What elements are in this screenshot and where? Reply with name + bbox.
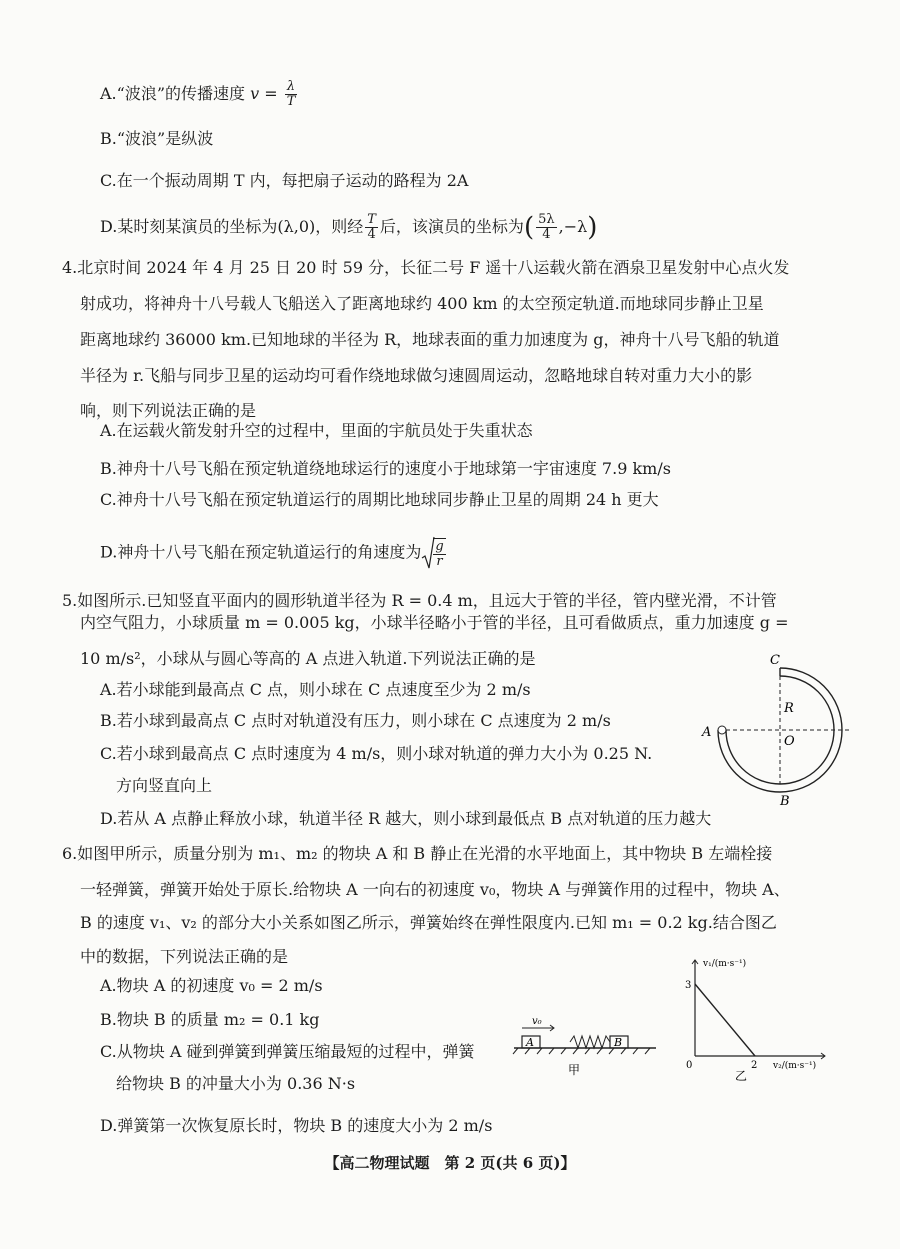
q4-stem-line-5: 响，则下列说法正确的是	[80, 401, 257, 420]
label-r: R	[784, 701, 794, 716]
hatch-mark	[549, 1048, 554, 1054]
q4-option-c: C.神舟十八号飞船在预定轨道运行的周期比地球同步静止卫星的周期 24 h 更大	[100, 490, 659, 509]
hatch-mark	[597, 1048, 602, 1054]
circular-track-figure	[700, 650, 860, 810]
q5-option-a: A.若小球能到最高点 C 点，则小球在 C 点速度至少为 2 m/s	[100, 680, 531, 699]
q4-stem-line-1: 4.北京时间 2024 年 4 月 25 日 20 时 59 分，长征二号 F 遥十八运载火箭在酒泉卫星发射中心点火发	[62, 258, 790, 277]
figure-jia-caption: 甲	[568, 1063, 581, 1077]
hatch-mark	[513, 1048, 518, 1054]
q6-stem-line-3: B 的速度 v₁、v₂ 的部分大小关系如图乙所示，弹簧始终在弹性限度内.已知 m₁ = 0.2 kg.结合图乙	[80, 913, 777, 932]
q3-option-c: C.在一个振动周期 T 内，每把扇子运动的路程为 2A	[100, 171, 469, 190]
ball-icon	[718, 726, 726, 734]
hatch-mark	[561, 1048, 566, 1054]
q4-option-b: B.神舟十八号飞船在预定轨道绕地球运行的速度小于地球第一宇宙速度 7.9 km/s	[100, 459, 671, 478]
coordinate-fraction: $\frac{5\lambda}{4}$	[538, 212, 555, 242]
q4-stem-line-3: 距离地球约 36000 km.已知地球的半径为 R，地球表面的重力加速度为 g，神舟十八号飞船的轨道	[80, 330, 780, 349]
wave-speed-fraction: $\frac{\lambda}{T}$	[286, 79, 296, 109]
sqrt-g-over-r: $\frac{g}{r}$	[421, 536, 447, 570]
hatch-mark	[573, 1048, 578, 1054]
velocity-relation-graph	[675, 952, 835, 1082]
q6-stem-line-4: 中的数据，下列说法正确的是	[80, 947, 289, 966]
q4-stem-line-2: 射成功，将神舟十八号载人飞船送入了距离地球约 400 km 的太空预定轨道.而地球同步静止卫星	[80, 294, 764, 313]
q4-option-a: A.在运载火箭发射升空的过程中，里面的宇航员处于失重状态	[100, 421, 533, 440]
hatch-mark	[585, 1048, 590, 1054]
page-footer: 【高二物理试题 第 2 页(共 6 页)】	[324, 1154, 576, 1172]
hatch-mark	[645, 1048, 650, 1054]
q5-stem-line-2: 内空气阻力，小球质量 m = 0.005 kg，小球半径略小于管的半径，且可看做质点，重力加速度 g =	[80, 613, 789, 632]
q6-option-b: B.物块 B 的质量 m₂ = 0.1 kg	[100, 1010, 320, 1029]
q3-option-a: A.“波浪”的传播速度 v = $\frac{\lambda}{T}$	[100, 79, 296, 109]
label-b: B	[780, 794, 790, 809]
y-axis-label: v₁/(m·s⁻¹)	[703, 959, 747, 969]
v1-v2-line	[695, 984, 755, 1056]
hatch-mark	[633, 1048, 638, 1054]
q6-stem-line-1: 6.如图甲所示，质量分别为 m₁、m₂ 的物块 A 和 B 静止在光滑的水平地面上，其中物块 B 左端栓接	[62, 844, 773, 863]
q3-option-d: D.某时刻某演员的坐标为(λ,0)，则经 $\frac{T}{4}$ 后，该演员的坐标为( $\frac{5\lambda}{4}$ ,−λ)	[100, 212, 598, 243]
label-o: O	[784, 734, 795, 749]
origin-label: 0	[686, 1060, 693, 1071]
v0-label: v₀	[532, 1016, 542, 1027]
q6-option-c-line-1: C.从物块 A 碰到弹簧到弹簧压缩最短的过程中，弹簧	[100, 1042, 475, 1061]
q6-stem-line-2: 一轻弹簧，弹簧开始处于原长.给物块 A 一向右的初速度 v₀，物块 A 与弹簧作用的过程中，物块 A、	[80, 880, 790, 899]
q5-option-c-line-1: C.若小球到最高点 C 点时速度为 4 m/s，则小球对轨道的弹力大小为 0.25 N.	[100, 744, 653, 763]
x-tick-2: 2	[751, 1060, 758, 1071]
q6-option-d: D.弹簧第一次恢复原长时，物块 B 的速度大小为 2 m/s	[100, 1116, 493, 1135]
quarter-period-fraction: $\frac{T}{4}$	[367, 212, 376, 242]
q5-option-d: D.若从 A 点静止释放小球，轨道半径 R 越大，则小球到最低点 B 点对轨道的压力越大	[100, 809, 712, 828]
q6-option-a: A.物块 A 的初速度 v₀ = 2 m/s	[100, 976, 323, 995]
spring-icon	[570, 1036, 610, 1048]
q3-option-b: B.“波浪”是纵波	[100, 129, 214, 148]
block-b-label: B	[614, 1036, 623, 1049]
q4-stem-line-4: 半径为 r.飞船与同步卫星的运动均可看作绕地球做匀速圆周运动，忽略地球自转对重力大小的影	[80, 366, 753, 385]
block-spring-figure	[510, 1010, 660, 1080]
x-axis-label: v₂/(m·s⁻¹)	[773, 1061, 817, 1071]
q6-option-c-line-2: 给物块 B 的冲量大小为 0.36 N·s	[116, 1074, 356, 1093]
label-c: C	[770, 653, 780, 668]
y-tick-3: 3	[685, 980, 692, 991]
label-a: A	[702, 725, 712, 740]
hatch-mark	[537, 1048, 542, 1054]
q5-stem-line-1: 5.如图所示.已知竖直平面内的圆形轨道半径为 R = 0.4 m，且远大于管的半径，管内壁光滑，不计管	[62, 591, 777, 610]
q4-option-d: D.神舟十八号飞船在预定轨道运行的角速度为 $\frac{g}{r}$	[100, 536, 448, 570]
q5-option-c-line-2: 方向竖直向上	[116, 776, 213, 795]
q5-stem-line-3: 10 m/s²，小球从与圆心等高的 A 点进入轨道.下列说法正确的是	[80, 649, 536, 668]
block-a-label: A	[526, 1036, 534, 1049]
q5-option-b: B.若小球到最高点 C 点时对轨道没有压力，则小球在 C 点速度为 2 m/s	[100, 711, 611, 730]
figure-yi-caption: 乙	[735, 1069, 748, 1082]
